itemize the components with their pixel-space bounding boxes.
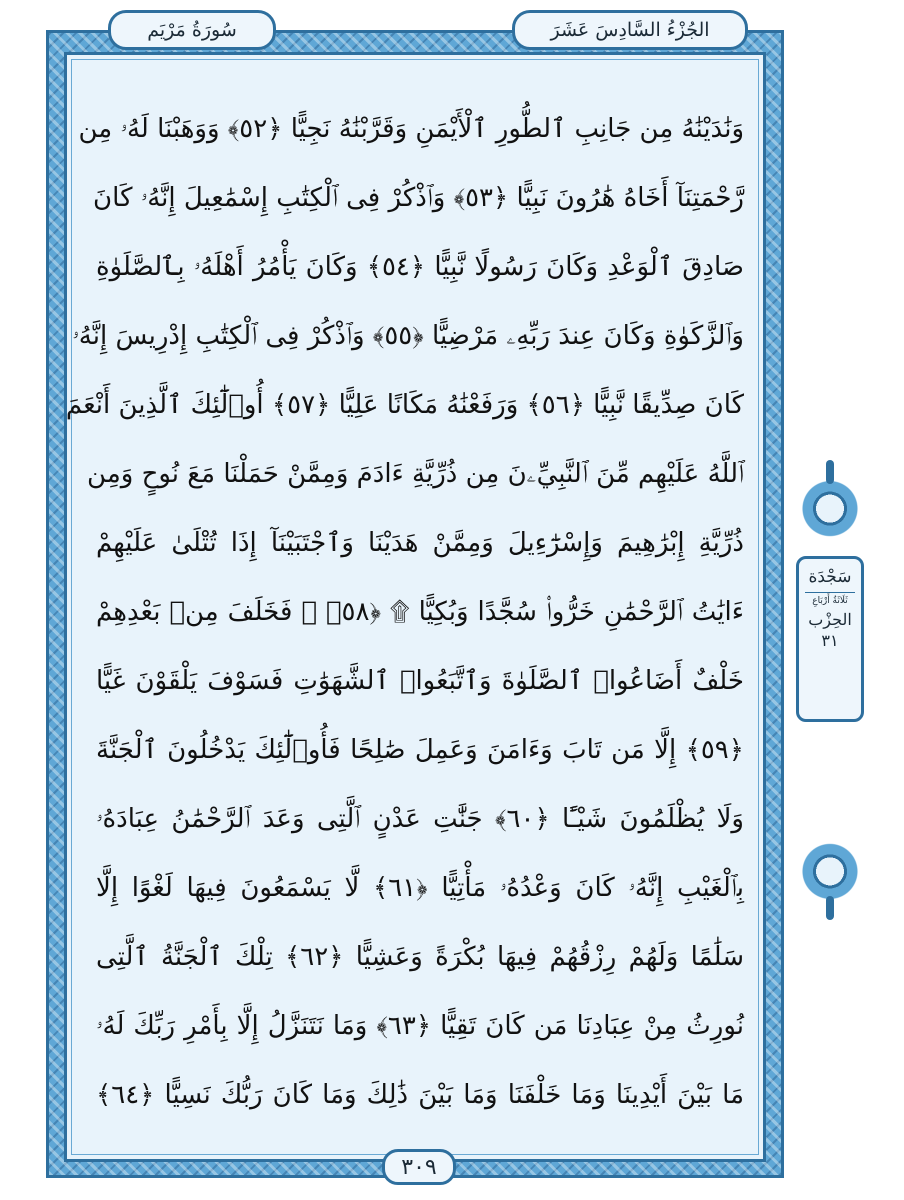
quran-text-line-1: وَنَٰدَيْنَٰهُ مِن جَانِبِ ٱلطُّورِ ٱلْأَيْمَنِ وَقَرَّبْنَٰهُ نَجِيًّا ﴿٥٢﴾ وَوَهَبْنَا لَهُۥ مِن: [78, 114, 744, 144]
quran-text-line-14: نُورِثُ مِنْ عِبَادِنَا مَن كَانَ تَقِيًّا ﴿٦٣﴾ وَمَا نَتَنَزَّلُ إِلَّا بِأَمْرِ رَبِّكَ لَهُۥ: [96, 1011, 744, 1041]
quran-text-line-7: ذُرِّيَّةِ إِبْرَٰهِيمَ وَإِسْرَٰٓءِيلَ وَمِمَّنْ هَدَيْنَا وَٱجْتَبَيْنَآ إِذَا تُتْلَىٰ عَلَيْهِمْ: [96, 528, 744, 558]
hizb-number: ٣١: [821, 631, 839, 650]
quran-text-line-9: خَلْفٌ أَضَاعُوا۟ ٱلصَّلَوٰةَ وَٱتَّبَعُوا۟ ٱلشَّهَوَٰتِ فَسَوْفَ يَلْقَوْنَ غَيًّا: [96, 666, 744, 696]
ornament-icon: [802, 458, 858, 550]
sajdah-label: سَجْدَة: [808, 567, 852, 587]
quran-text-line-4: وَٱلزَّكَوٰةِ وَكَانَ عِندَ رَبِّهِۦ مَرْضِيًّا ﴿٥٥﴾ وَٱذْكُرْ فِى ٱلْكِتَٰبِ إِدْرِيسَ إِنَّهُۥ: [72, 321, 744, 351]
marker-label-box: [796, 556, 864, 722]
ornament-icon: [802, 830, 858, 922]
quran-text-line-12: بِٱلْغَيْبِ إِنَّهُۥ كَانَ وَعْدُهُۥ مَأْتِيًّا ﴿٦١﴾ لَّا يَسْمَعُونَ فِيهَا لَغْوًا إِلَّا: [96, 873, 744, 903]
quran-text-line-11: وَلَا يُظْلَمُونَ شَيْـًٔا ﴿٦٠﴾ جَنَّٰتِ عَدْنٍ ٱلَّتِى وَعَدَ ٱلرَّحْمَٰنُ عِبَادَهُۥ: [96, 804, 744, 834]
page-number: ٣٠٩: [401, 1154, 437, 1180]
quran-text-line-8: ءَايَٰتُ ٱلرَّحْمَٰنِ خَرُّوا۟ سُجَّدًا وَبُكِيًّا ۩ ﴿٥٨﴾ ۞ فَخَلَفَ مِنۢ بَعْدِهِمْ: [96, 597, 745, 627]
quran-text-line-5: كَانَ صِدِّيقًا نَّبِيًّا ﴿٥٦﴾ وَرَفَعْنَٰهُ مَكَانًا عَلِيًّا ﴿٥٧﴾ أُو۟لَٰٓئِكَ ٱلَّذِينَ أَنْعَمَ: [65, 390, 744, 420]
quran-text-line-15: مَا بَيْنَ أَيْدِينَا وَمَا خَلْفَنَا وَمَا بَيْنَ ذَٰلِكَ وَمَا كَانَ رَبُّكَ نَسِيًّا ﴿٦٤﴾: [96, 1080, 744, 1110]
hizb-label: الحِزْب: [808, 610, 852, 629]
quran-text-line-13: سَلَٰمًا وَلَهُمْ رِزْقُهُمْ فِيهَا بُكْرَةً وَعَشِيًّا ﴿٦٢﴾ تِلْكَ ٱلْجَنَّةُ ٱلَّتِى: [96, 942, 744, 972]
quran-text-line-6: ٱللَّهُ عَلَيْهِم مِّنَ ٱلنَّبِيِّۦنَ مِن ذُرِّيَّةِ ءَادَمَ وَمِمَّنْ حَمَلْنَا مَعَ نُوحٍ وَمِن: [87, 459, 744, 489]
juz-name: الجُزْءُ السَّادِسَ عَشَرَ: [550, 19, 710, 41]
divider: [805, 592, 855, 593]
sajdah-hizb-margin-marker: [796, 458, 864, 922]
quran-text-line-2: رَّحْمَتِنَآ أَخَاهُ هَٰرُونَ نَبِيًّا ﴿٥٣﴾ وَٱذْكُرْ فِى ٱلْكِتَٰبِ إِسْمَٰعِيلَ إِنَّهُۥ كَانَ: [93, 183, 744, 213]
page-number-badge: [382, 1149, 456, 1185]
juz-name-header: [512, 10, 748, 50]
surah-name: سُورَةُ مَرْيَم: [147, 19, 237, 41]
quarter-label: ثَلَاثَةُ أَرْبَاعِ: [812, 596, 848, 606]
quran-text-line-10: ﴿٥٩﴾ إِلَّا مَن تَابَ وَءَامَنَ وَعَمِلَ صَٰلِحًا فَأُو۟لَٰٓئِكَ يَدْخُلُونَ ٱلْجَنَّةَ: [96, 735, 744, 765]
quran-text-line-3: صَادِقَ ٱلْوَعْدِ وَكَانَ رَسُولًا نَّبِيًّا ﴿٥٤﴾ وَكَانَ يَأْمُرُ أَهْلَهُۥ بِٱلصَّلَوٰةِ: [96, 252, 744, 282]
surah-name-header: [108, 10, 276, 50]
